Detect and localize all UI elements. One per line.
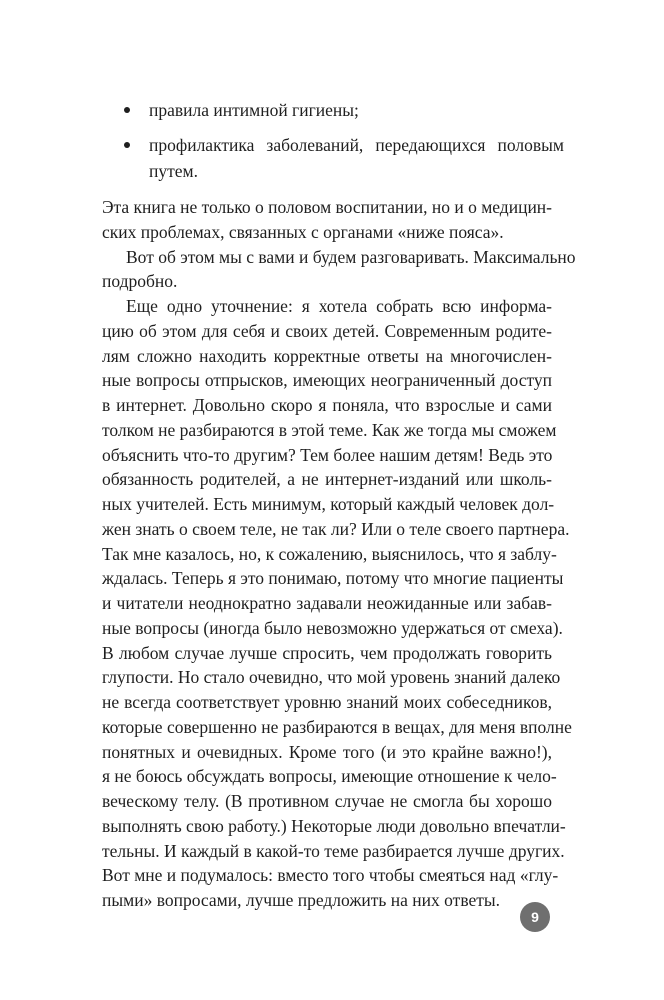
paragraph-line: понятных и очевидных. Кроме того (и это крайне важно!),: [102, 741, 552, 762]
paragraph-line: не всегда соответствует уровню знаний моих собеседников,: [102, 692, 552, 712]
paragraph-line: ные вопросы (иногда было невозможно удержаться от смеха).: [102, 617, 563, 638]
paragraph-line: я не боюсь обсуждать вопросы, имеющие отношение к чело-: [102, 766, 557, 787]
paragraph: [102, 294, 572, 913]
bullet-item: [124, 98, 564, 122]
bullet-icon: [124, 107, 130, 113]
body-text: [102, 195, 576, 913]
bullet-line: правила интимной гигиены;: [149, 100, 359, 120]
bullet-icon: [124, 142, 130, 148]
paragraph: [102, 195, 552, 245]
paragraph-line: Вот об этом мы с вами и будем разговаривать. Максимально: [126, 246, 576, 267]
paragraph-line: ских проблемах, связанных с органами «ниже пояса».: [102, 221, 504, 242]
paragraph-line: ные вопросы отпрысков, имеющих неограниченный доступ: [102, 370, 552, 391]
paragraph-line: лям сложно находить корректные ответы на многочислен-: [102, 345, 552, 366]
paragraph-line: обязанность родителей, а не интернет-изданий или школь-: [102, 469, 552, 490]
paragraph-line: веческому телу. (В противном случае не смогла бы хорошо: [102, 791, 552, 811]
paragraph-line: подробно.: [102, 271, 178, 292]
paragraph-line: Эта книга не только о половом воспитании, но и о медицин-: [102, 197, 552, 217]
paragraph-line: объяснить что-то другим? Тем более нашим детям! Ведь это: [102, 444, 553, 465]
paragraph-line: ных учителей. Есть минимум, который каждый человек дол-: [102, 494, 555, 514]
bullet-item: [124, 133, 564, 183]
bullet-line: путем.: [149, 161, 198, 181]
paragraph-line: Так мне казалось, но, к сожалению, выяснилось, что я заблу-: [102, 543, 557, 564]
paragraph-line: ждалась. Теперь я это понимаю, потому что многие пациенты: [102, 568, 564, 589]
paragraph-line: жен знать о своем теле, не так ли? Или о теле своего партнера.: [102, 518, 570, 539]
paragraph-line: Еще одно уточнение: я хотела собрать всю информа-: [126, 296, 552, 316]
paragraph-line: В любом случае лучше спросить, чем продолжать говорить: [102, 642, 552, 663]
paragraph-line: в интернет. Довольно скоро я поняла, что взрослые и сами: [102, 395, 552, 415]
bullet-line: профилактика заболеваний, передающихся половым: [149, 135, 564, 155]
paragraph-line: и читатели неоднократно задавали неожиданные или забав-: [102, 593, 552, 613]
paragraph-line: Вот мне и подумалось: вместо того чтобы смеяться над «глу-: [102, 865, 559, 886]
paragraph-line: цию об этом для себя и своих детей. Современным родите-: [102, 320, 552, 341]
paragraph-line: которые совершенно не разбираются в вещах, для меня вполне: [102, 716, 572, 737]
paragraph-line: пыми» вопросами, лучше предложить на них ответы.: [102, 890, 501, 910]
paragraph-line: глупости. Но стало очевидно, что мой уровень знаний далеко: [102, 667, 561, 688]
paragraph-line: тельны. И каждый в какой-то теме разбирается лучше других.: [102, 840, 565, 861]
bullet-list: [124, 98, 564, 194]
page-number-badge: 9: [520, 902, 550, 932]
paragraph-line: выполнять свою работу.) Некоторые люди довольно впечатли-: [102, 815, 566, 836]
paragraph: [102, 245, 576, 295]
paragraph-line: толком не разбираются в этой теме. Как же тогда мы сможем: [102, 419, 557, 440]
